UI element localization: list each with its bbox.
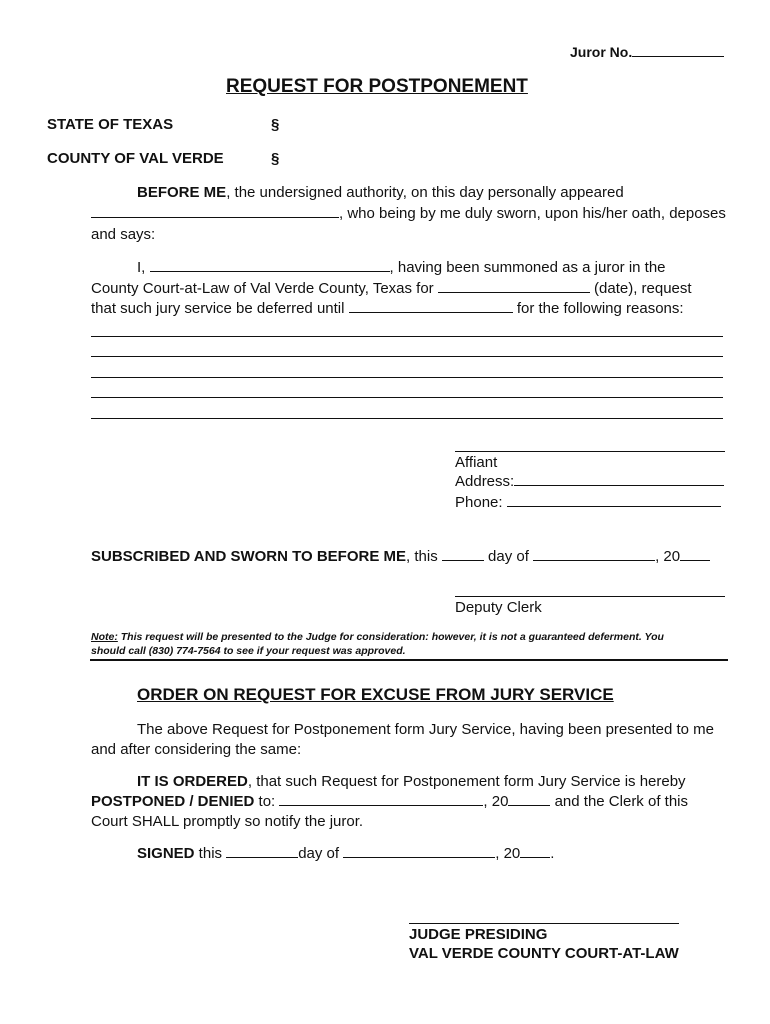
deferred-until-blank[interactable] bbox=[349, 300, 513, 313]
judge-signature-line[interactable] bbox=[409, 923, 679, 924]
phone-field bbox=[455, 494, 721, 511]
order-para-1-line-1: The above Request for Postponement form Jury Service, having been presented to me bbox=[137, 721, 714, 738]
postponed-date-blank[interactable] bbox=[279, 793, 483, 806]
note-label: Note: bbox=[91, 631, 118, 643]
summons-date-blank[interactable] bbox=[438, 280, 590, 293]
ordered-line bbox=[137, 773, 686, 790]
postponed-year: , 20 bbox=[483, 793, 509, 810]
signed-month-blank[interactable] bbox=[343, 845, 495, 858]
affiant-label: Affiant bbox=[455, 454, 498, 471]
statement-line-3 bbox=[91, 300, 684, 317]
phone-label: Phone: bbox=[455, 494, 503, 511]
signed-end: . bbox=[550, 845, 555, 862]
intro-line-2 bbox=[91, 205, 726, 222]
signed-year: , 20 bbox=[495, 845, 521, 862]
statement-line-1 bbox=[137, 259, 666, 276]
signed-this: this bbox=[194, 845, 223, 862]
section-symbol-1: § bbox=[271, 116, 280, 133]
sworn-year: , 20 bbox=[655, 548, 681, 565]
sworn-this: , this bbox=[406, 548, 438, 565]
reason-line-2[interactable] bbox=[91, 356, 723, 357]
deputy-clerk-signature-line[interactable] bbox=[455, 596, 725, 597]
signed-dayof: day of bbox=[298, 845, 340, 862]
intro-line-3: and says: bbox=[91, 226, 156, 243]
ordered-rest: , that such Request for Postponement form Jury Service is hereby bbox=[247, 773, 686, 790]
address-label: Address: bbox=[455, 473, 515, 490]
address-blank[interactable] bbox=[514, 473, 724, 486]
reason-line-4[interactable] bbox=[91, 397, 723, 398]
postponed-to: to: bbox=[254, 793, 276, 810]
juror-no-field bbox=[570, 44, 724, 60]
county-label: COUNTY OF VAL VERDE bbox=[47, 150, 224, 167]
signed-day-blank[interactable] bbox=[226, 845, 298, 858]
court-name-label: VAL VERDE COUNTY COURT-AT-LAW bbox=[409, 945, 679, 962]
intro-rest: , the undersigned authority, on this day personally appeared bbox=[226, 184, 624, 201]
statement-line-3-b: for the following reasons: bbox=[516, 300, 684, 317]
reason-line-3[interactable] bbox=[91, 377, 723, 378]
postponed-rest: and the Clerk of this bbox=[554, 793, 688, 810]
intro-line-1 bbox=[137, 184, 624, 201]
deputy-clerk-label: Deputy Clerk bbox=[455, 599, 542, 616]
note-line-2: should call (830) 774-7564 to see if your request was approved. bbox=[91, 645, 406, 657]
sworn-year-blank[interactable] bbox=[680, 548, 710, 561]
juror-no-label: Juror No. bbox=[570, 44, 633, 60]
sworn-dayof: day of bbox=[488, 548, 529, 565]
statement-i: I, bbox=[137, 259, 146, 276]
statement-line-2 bbox=[91, 280, 692, 297]
postponed-line bbox=[91, 793, 688, 810]
signed-bold: SIGNED bbox=[137, 845, 195, 862]
note-line-1 bbox=[91, 631, 664, 643]
statement-line-2-a: County Court-at-Law of Val Verde County, Texas for bbox=[91, 280, 434, 297]
request-title: REQUEST FOR POSTPONEMENT bbox=[226, 76, 528, 97]
section-divider bbox=[90, 659, 728, 661]
signed-year-blank[interactable] bbox=[520, 845, 550, 858]
affiant-signature-line[interactable] bbox=[455, 451, 725, 452]
ordered-bold: IT IS ORDERED bbox=[137, 773, 248, 790]
sworn-bold: SUBSCRIBED AND SWORN TO BEFORE ME bbox=[91, 548, 407, 565]
note-text: This request will be presented to the Judge for consideration: however, it is not a guaranteed deferment. You bbox=[120, 631, 664, 643]
order-para-1-line-2: and after considering the same: bbox=[91, 741, 302, 758]
state-label: STATE OF TEXAS bbox=[47, 116, 174, 133]
address-field bbox=[455, 473, 724, 490]
sworn-month-blank[interactable] bbox=[533, 548, 655, 561]
judge-presiding-label: JUDGE PRESIDING bbox=[409, 926, 548, 943]
juror-name-blank[interactable] bbox=[150, 259, 390, 272]
order-title: ORDER ON REQUEST FOR EXCUSE FROM JURY SERVICE bbox=[137, 685, 614, 704]
court-notify-line: Court SHALL promptly so notify the juror. bbox=[91, 813, 364, 830]
intro-line-2-text: , who being by me duly sworn, upon his/her oath, deposes bbox=[339, 205, 726, 222]
statement-line-1-rest: , having been summoned as a juror in the bbox=[389, 259, 666, 276]
before-me-bold: BEFORE ME bbox=[137, 184, 227, 201]
juror-no-blank[interactable] bbox=[632, 44, 724, 57]
signed-line bbox=[137, 845, 554, 862]
postponed-bold: POSTPONED / DENIED bbox=[91, 793, 255, 810]
statement-line-2-b: (date), request bbox=[594, 280, 692, 297]
appeared-name-blank[interactable] bbox=[91, 205, 339, 218]
phone-blank[interactable] bbox=[507, 494, 721, 507]
reason-line-1[interactable] bbox=[91, 336, 723, 337]
statement-line-3-a: that such jury service be deferred until bbox=[91, 300, 345, 317]
postponed-year-blank[interactable] bbox=[508, 793, 550, 806]
sworn-day-blank[interactable] bbox=[442, 548, 484, 561]
sworn-line bbox=[91, 548, 710, 565]
section-symbol-2: § bbox=[271, 150, 280, 167]
reason-line-5[interactable] bbox=[91, 418, 723, 419]
